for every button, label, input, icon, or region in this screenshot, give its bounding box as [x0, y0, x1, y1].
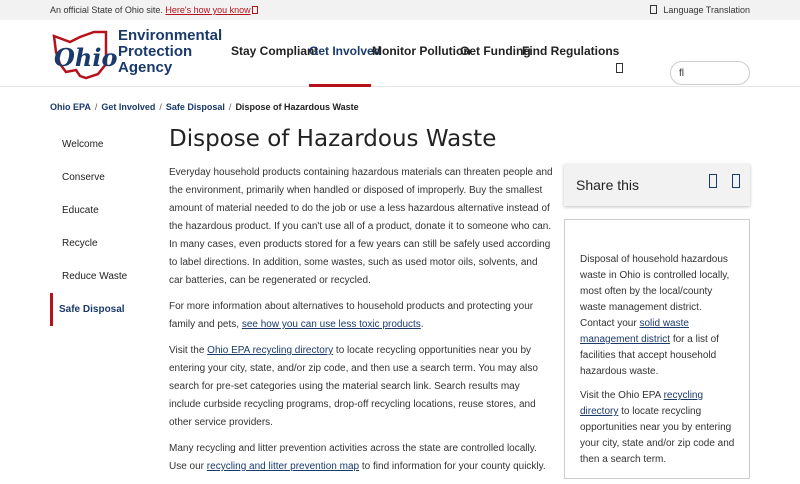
- less-toxic-products-link[interactable]: see how you can use less toxic products: [241, 319, 421, 330]
- solid-waste-district-link[interactable]: solid waste management district: [580, 318, 689, 345]
- recycling-directory-text-end: to locate recycling opportunities near you by entering your city, state, and/or zip code, and then use a search term. You may also search for pre-set categories using the material search link. Search results may include curbside recycling programs, drop-off recycling locations, reuse stores, and other service providers.: [169, 345, 538, 428]
- recycling-directory-link[interactable]: Ohio EPA recycling directory: [207, 345, 334, 356]
- sidebar-item-welcome[interactable]: Welcome: [62, 139, 104, 150]
- official-site-text: An official State of Ohio site.: [50, 5, 163, 15]
- nav-find-regulations[interactable]: Find Regulations: [522, 44, 620, 58]
- nav-stay-compliant[interactable]: Stay Compliant: [231, 44, 319, 58]
- local-disposal-text: Disposal of household hazardous waste in Ohio is controlled locally, most often by the local/county waste management district. Contact your: [580, 254, 730, 329]
- ohio-state-logo-icon[interactable]: [50, 28, 118, 82]
- site-header: [0, 20, 800, 87]
- heres-how-you-know-link[interactable]: Here's how you know: [165, 5, 251, 15]
- active-nav-indicator: [309, 84, 371, 87]
- aside-recycling-text-end: to locate recycling opportunities near you by entering your city, state and/or zip code and then a search term.: [580, 406, 735, 465]
- chevron-down-icon[interactable]: [252, 6, 258, 14]
- agency-name-line3: Agency: [118, 59, 173, 76]
- official-site-banner: [0, 0, 800, 20]
- language-translation-label: Language Translation: [663, 5, 750, 15]
- official-site-notice: [50, 5, 258, 15]
- sidebar-item-conserve[interactable]: Conserve: [62, 172, 105, 183]
- local-disposal-paragraph: [580, 252, 735, 380]
- aside-recycling-text: Visit the Ohio EPA: [580, 390, 664, 401]
- recycling-directory-paragraph: [169, 342, 553, 432]
- translate-icon: [650, 5, 657, 14]
- main-content: [169, 164, 553, 484]
- logo-ohio-text: Ohio: [54, 43, 118, 72]
- litter-prevention-paragraph: [169, 440, 553, 476]
- aside-recycling-paragraph: [580, 388, 735, 468]
- breadcrumb-current: Dispose of Hazardous Waste: [235, 102, 359, 112]
- sidebar-item-educate[interactable]: Educate: [62, 205, 99, 216]
- nav-get-involved[interactable]: Get Involved: [309, 44, 382, 58]
- agency-name-line2: Protection: [118, 43, 193, 60]
- breadcrumb: Ohio EPA / Get Involved / Safe Disposal / Dispose of Hazardous Waste: [50, 102, 359, 112]
- intro-paragraph: Everyday household products containing hazardous materials can threaten people and the environment, primarily when handled or disposed of improperly. Buy the smallest amount of material needed to do the job or use a less hazardous alternative instead of the hazardous product. If you can't use all of a product, donate it to someone who can. In many cases, even products stored for a few years can still be safely used according to label directions. In addition, some wastes, such as used motor oils, solvents, and car batteries, can be regenerated or recycled.: [169, 167, 553, 286]
- recycling-directory-text: Visit the: [169, 345, 208, 356]
- share-icon[interactable]: [709, 174, 717, 188]
- recycling-map-link[interactable]: recycling and litter prevention map: [206, 461, 360, 472]
- nav-monitor-pollution[interactable]: Monitor Pollution: [372, 44, 471, 58]
- alternatives-paragraph: [169, 298, 553, 334]
- breadcrumb-get-involved[interactable]: Get Involved: [101, 102, 156, 112]
- search-input[interactable]: [670, 61, 750, 85]
- language-translation-button[interactable]: [650, 5, 750, 15]
- share-panel: [564, 164, 750, 206]
- alternatives-text-end: .: [420, 319, 424, 330]
- disposal-info-box: [564, 219, 750, 479]
- nav-get-funding[interactable]: Get Funding: [460, 44, 531, 58]
- sidebar-item-safe-disposal[interactable]: Safe Disposal: [50, 293, 160, 326]
- agency-name-line1: Environmental: [118, 27, 223, 44]
- sidebar-item-recycle[interactable]: Recycle: [62, 238, 98, 249]
- alternatives-text: For more information about alternatives to household products and protecting your family and pets,: [169, 301, 534, 330]
- breadcrumb-ohio-epa[interactable]: Ohio EPA: [50, 102, 91, 112]
- share-label: Share this: [576, 177, 640, 193]
- agency-name[interactable]: [118, 28, 222, 76]
- aside-recycling-directory-link[interactable]: recycling directory: [580, 390, 704, 417]
- breadcrumb-safe-disposal[interactable]: Safe Disposal: [165, 102, 225, 112]
- litter-prevention-text: Many recycling and litter prevention activities across the state are controlled locally. Use our: [169, 443, 537, 472]
- nav-more-icon[interactable]: [616, 63, 623, 73]
- local-disposal-text-end: for a list of facilities that accept household hazardous waste.: [580, 334, 719, 377]
- page-title: Dispose of Hazardous Waste: [169, 126, 497, 152]
- print-icon[interactable]: [732, 174, 740, 188]
- sidebar-item-reduce-waste[interactable]: Reduce Waste: [62, 271, 128, 282]
- litter-prevention-text-end: to find information for your county quickly.: [359, 461, 546, 472]
- section-sidebar: [50, 128, 160, 326]
